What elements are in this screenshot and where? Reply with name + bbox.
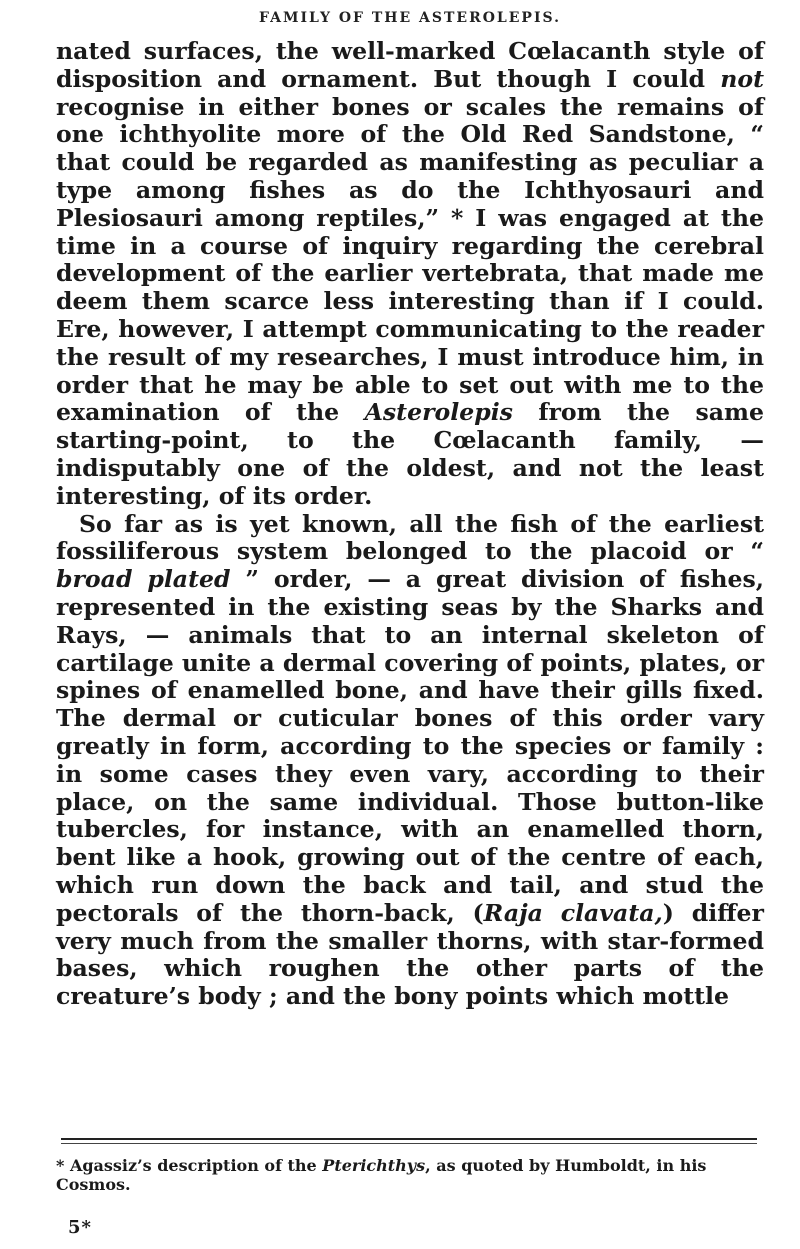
footnote-rule (61, 1138, 757, 1140)
paragraph-2-text-2: ” order, — a great division of fishes, represented in the existing seas by the Sharks and Rays, — animals that to an internal skeleton of cartilage unite a dermal covering of points, plates, or spines of enamelled bone, and have their gills fixed. The dermal or cuticular bones of this order vary greatly in form, according to the species or family : in some cases they even vary, according to their place, on the same individual. Those button-like tubercles, for instance, with an enamelled thorn, bent like a hook, growing out of the centre of each, which run down the back and tail, and stud the pectorals of the thorn-back, ( (56, 565, 764, 927)
paragraph-1-italic-not: not (720, 64, 764, 93)
footnote-italic-pterichthys: Pterichthys (322, 1156, 426, 1175)
footnote (56, 1156, 764, 1194)
paragraph-1-text-2: recognise in either bones or scales the remains of one ichthyolite more of the Old Red Sandstone, “ that could be regarded as manifesting as peculiar a type among fishes as do the Ichthyosauri and Plesiosauri among reptiles,” * I was engaged at the time in a course of inquiry regarding the cerebral development of the earlier vertebrata, that made me deem them scarce less interesting than if I could. Ere, however, I attempt communicating to the reader the result of my researches, I must introduce him, in order that he may be able to set out with me to the examination of the (56, 92, 764, 427)
paragraph-1-italic-asterolepis: Asterolepis (364, 398, 513, 427)
paragraph-1-text-3: from the same starting-point, to the Cœlacanth family, — indisputably one of the oldest, and not the least interesting, of its order. (56, 398, 764, 510)
running-head: FAMILY OF THE ASTEROLEPIS. (258, 10, 561, 26)
footnote-text-1: * Agassiz’s description of the (56, 1156, 323, 1175)
paragraph-2-italic-raja: Raja clavata, (483, 898, 663, 927)
paragraph-2-italic-broad-plated: broad plated (56, 565, 231, 594)
signature-mark: 5* (68, 1217, 92, 1238)
book-page (56, 0, 764, 1249)
paragraph-2 (56, 511, 764, 1011)
paragraph-1 (56, 38, 764, 511)
footnote-text-2: , as quoted by Humboldt, in his Cosmos. (56, 1156, 707, 1194)
body-text (56, 38, 764, 1011)
paragraph-2-text-1: So far as is yet known, all the fish of the earliest fossiliferous system belonged to the placoid or “ (56, 509, 764, 566)
paragraph-1-text-1: nated surfaces, the well-marked Cœlacanth style of disposition and ornament. But though I could (56, 37, 764, 93)
paragraph-2-text-3: ) differ very much from the smaller thorns, with star-formed bases, which roughen the other parts of the creature’s body ; and the bony points which mottle (56, 898, 764, 1011)
footnote-rule-thin (61, 1143, 757, 1144)
